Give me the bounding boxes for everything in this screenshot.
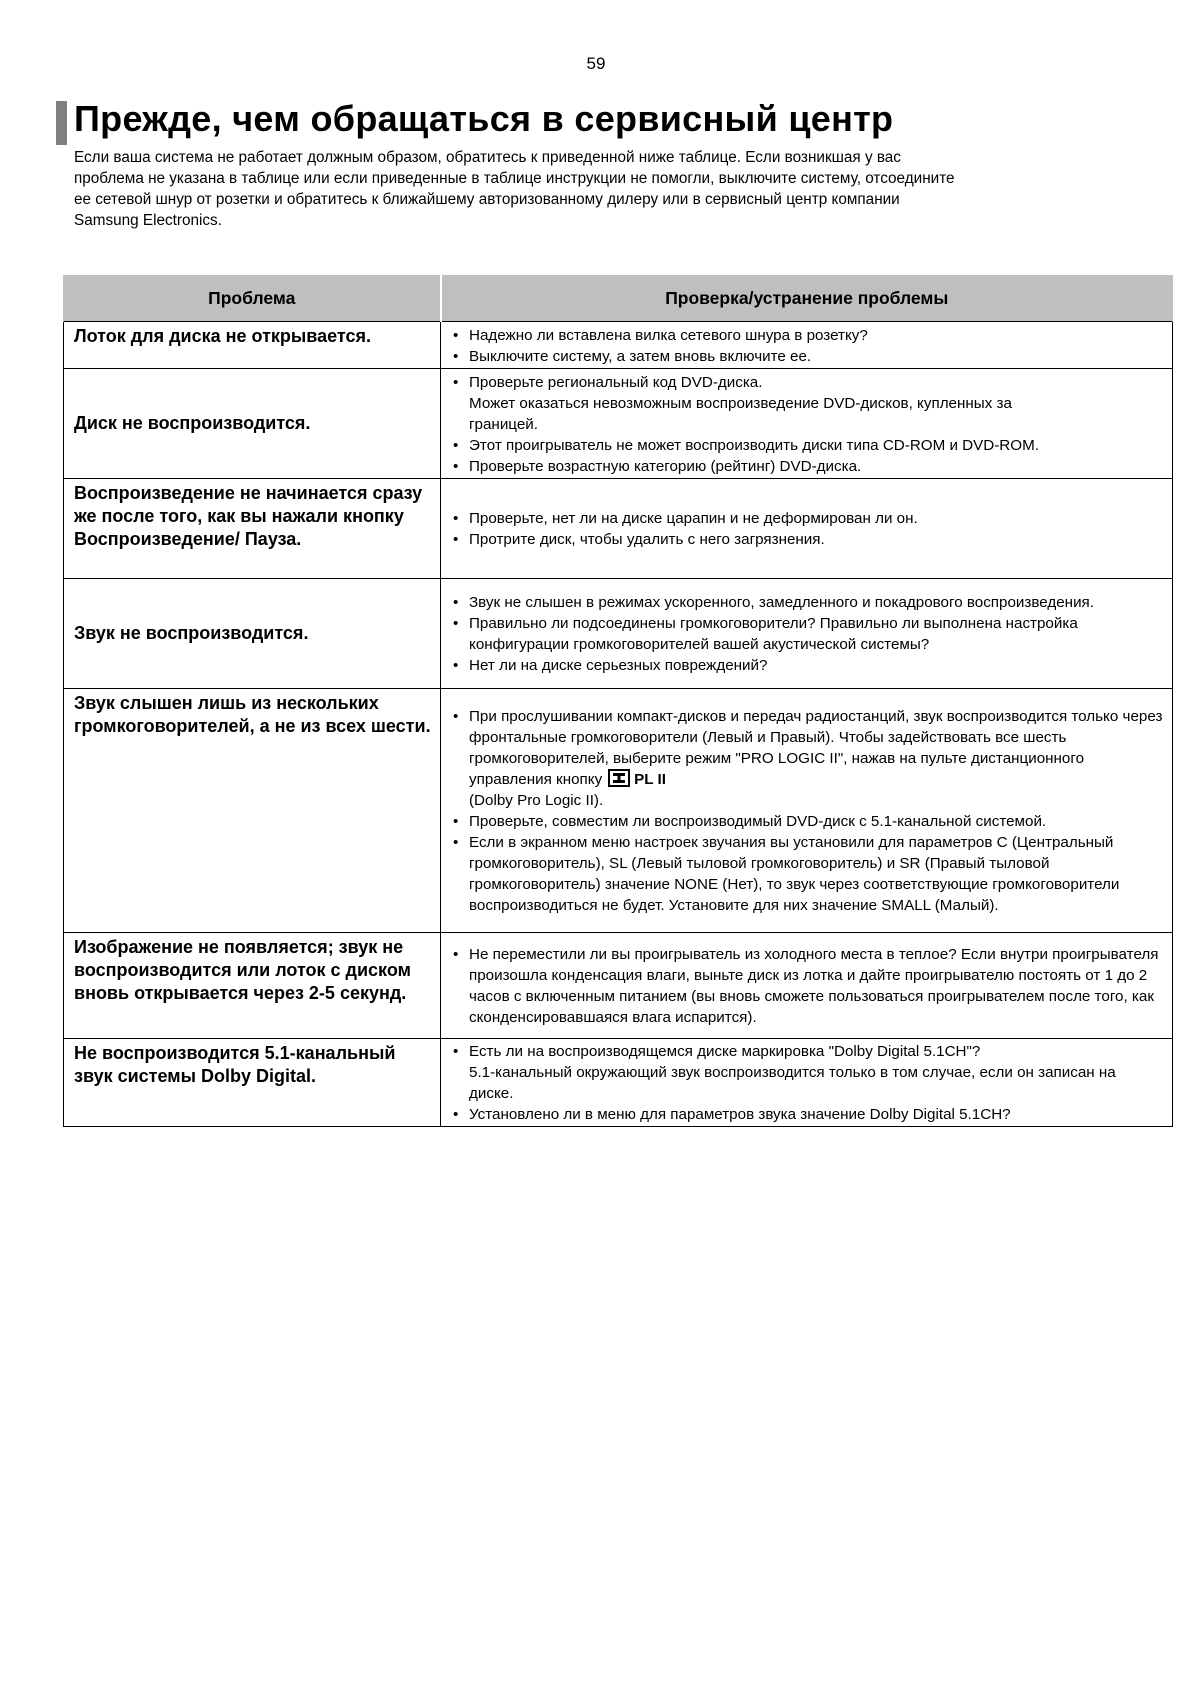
list-item: • Этот проигрыватель не может воспроизводить диски типа CD-ROM и DVD-ROM. xyxy=(449,435,1164,456)
intro-line: ее сетевой шнур от розетки и обратитесь к ближайшему авторизованному дилеру или в сервисный центр компании xyxy=(74,191,900,208)
intro-paragraph xyxy=(74,147,1154,231)
list-item: • Надежно ли вставлена вилка сетевого шнура в розетку? xyxy=(449,325,1164,346)
table-row xyxy=(64,369,1173,479)
list-item: • Нет ли на диске серьезных повреждений? xyxy=(449,655,1164,676)
problem-cell: Звук не воспроизводится. xyxy=(64,579,441,689)
table-row xyxy=(64,479,1173,579)
list-item: • Не переместили ли вы проигрыватель из холодного места в теплое? Если внутри проигрывателя произошла конденсация влаги, выньте диск из лотка и дайте проигрывателю постоять от 1 до 2 часов с включенным питанием (вы вновь сможете пользоваться проигрывателем после того, как сконденсировавшаяся влага испарится). xyxy=(449,944,1164,1028)
problem-cell: Звук слышен лишь из нескольких громкоговорителей, а не из всех шести. xyxy=(64,689,441,933)
pl-ii-label: PL II xyxy=(634,771,666,788)
header-problem: Проблема xyxy=(64,275,441,322)
problem-cell: Не воспроизводится 5.1-канальный звук системы Dolby Digital. xyxy=(64,1039,441,1127)
list-item: • Есть ли на воспроизводящемся диске маркировка "Dolby Digital 5.1CH"? 5.1-канальный окружающий звук воспроизводится только в том случае, если он записан на диске. xyxy=(449,1041,1164,1104)
intro-line: проблема не указана в таблице или если приведенные в таблице инструкции не помогли, выключите систему, отсоедините xyxy=(74,170,955,187)
table-row xyxy=(64,689,1173,933)
solution-cell xyxy=(441,933,1173,1039)
list-item: • Проверьте, нет ли на диске царапин и не деформирован ли он. xyxy=(449,508,1164,529)
list-item: • Выключите систему, а затем вновь включите ее. xyxy=(449,346,1164,367)
page-title: Прежде, чем обращаться в сервисный центр xyxy=(74,98,894,139)
table-row xyxy=(64,579,1173,689)
problem-cell: Воспроизведение не начинается сразу же после того, как вы нажали кнопку Воспроизведение/ Пауза. xyxy=(64,479,441,579)
list-item: • Проверьте возрастную категорию (рейтинг) DVD-диска. xyxy=(449,456,1164,477)
list-item: • Проверьте региональный код DVD-диска. Может оказаться невозможным воспроизведение DVD-дисков, купленных за границей. xyxy=(449,372,1164,435)
problem-cell: Изображение не появляется; звук не воспроизводится или лоток с диском вновь открывается через 2-5 секунд. xyxy=(64,933,441,1039)
solution-cell xyxy=(441,369,1173,479)
solution-cell xyxy=(441,322,1173,369)
list-item: • Звук не слышен в режимах ускоренного, замедленного и покадрового воспроизведения. xyxy=(449,592,1164,613)
solution-cell xyxy=(441,689,1173,933)
solution-cell xyxy=(441,579,1173,689)
intro-line: Если ваша система не работает должным образом, обратитесь к приведенной ниже таблице. Если возникшая у вас xyxy=(74,149,901,166)
page-number: 59 xyxy=(586,54,606,73)
list-item: • Установлено ли в меню для параметров звука значение Dolby Digital 5.1CH? xyxy=(449,1104,1164,1125)
troubleshooting-table xyxy=(63,275,1173,1127)
solution-cell xyxy=(441,1039,1173,1127)
table-row xyxy=(64,1039,1173,1127)
list-item: • При прослушивании компакт-дисков и передач радиостанций, звук воспроизводится только через фронтальные громкоговорители (Левый и Правый). Чтобы задействовать все шесть громкоговорителей, выберите режим "PRO LOGIC II", нажав на пульте дистанционного управления кнопку PL II (Dolby Pro Logic II). xyxy=(449,706,1164,811)
list-item: • Правильно ли подсоединены громкоговорители? Правильно ли выполнена настройка конфигурации громкоговорителей вашей акустической системы? xyxy=(449,613,1164,655)
problem-cell: Лоток для диска не открывается. xyxy=(64,322,441,369)
solution-cell xyxy=(441,479,1173,579)
intro-line: Samsung Electronics. xyxy=(74,212,222,229)
table-header-row xyxy=(64,275,1173,322)
header-solution: Проверка/устранение проблемы xyxy=(441,275,1173,322)
list-item: • Проверьте, совместим ли воспроизводимый DVD-диск с 5.1-канальной системой. xyxy=(449,811,1164,832)
problem-cell: Диск не воспроизводится. xyxy=(64,369,441,479)
list-item: • Протрите диск, чтобы удалить с него загрязнения. xyxy=(449,529,1164,550)
pro-logic-button-icon xyxy=(608,769,630,787)
list-item: • Если в экранном меню настроек звучания вы установили для параметров C (Центральный громкоговоритель), SL (Левый тыловой громкоговоритель) и SR (Правый тыловой громкоговоритель) значение NONE (Нет), то звук через соответствующие громкоговорители воспроизводиться не будет. Установите для них значение SMALL (Малый). xyxy=(449,832,1164,916)
title-accent-bar xyxy=(56,101,67,145)
table-row xyxy=(64,933,1173,1039)
table-row xyxy=(64,322,1173,369)
